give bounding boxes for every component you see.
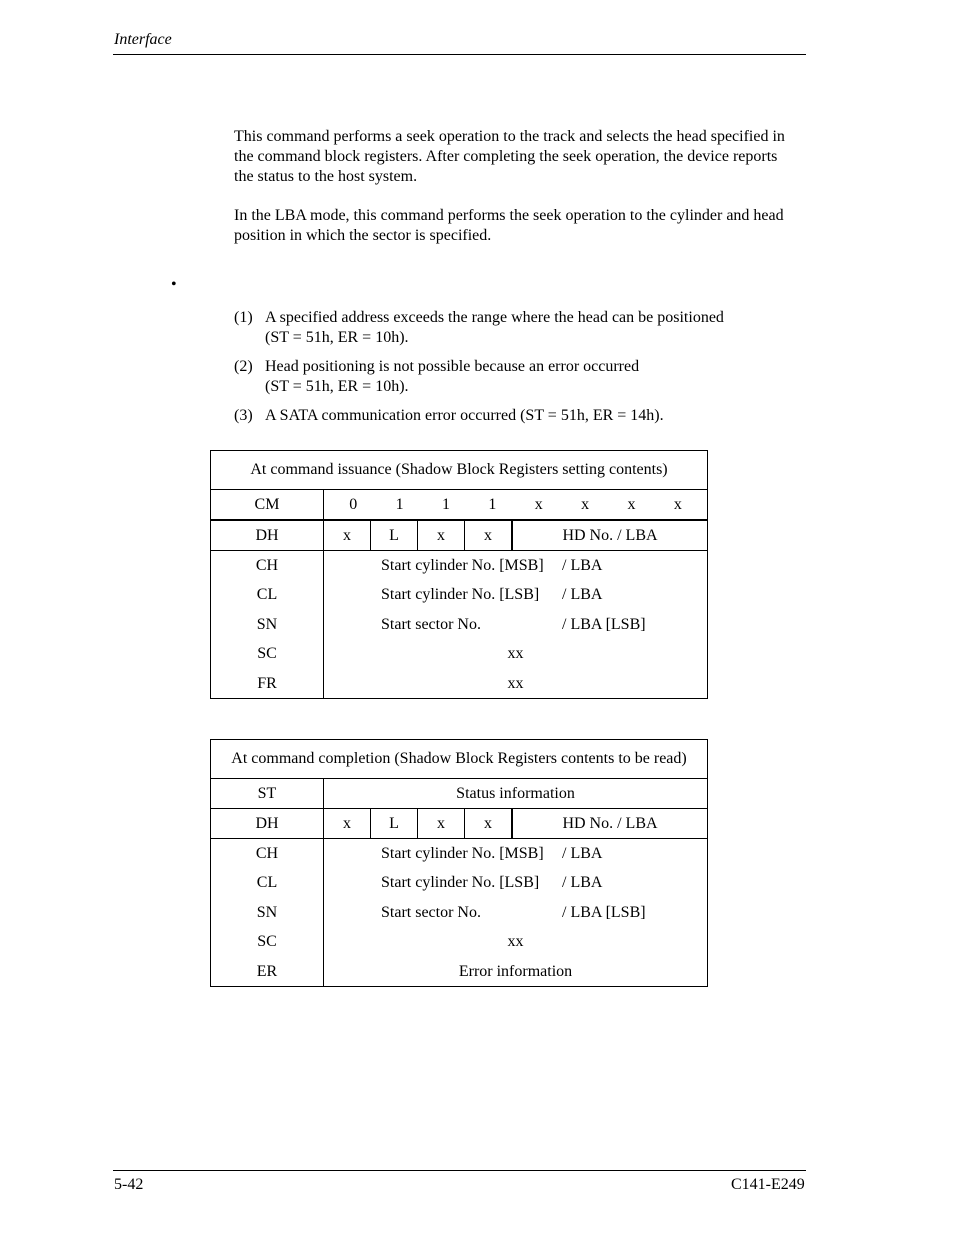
bit-value: L: [371, 809, 418, 838]
register-value-lba: / LBA [LSB]: [562, 903, 646, 921]
error-item-text: A specified address exceeds the range where the head can be positioned: [265, 309, 724, 326]
error-item-text: Head positioning is not possible because an error occurred: [265, 358, 640, 375]
table-title: At command completion (Shadow Block Registers contents to be read): [211, 740, 708, 779]
bit-value: x: [418, 521, 465, 550]
register-label-dh: DH: [211, 809, 324, 839]
register-label: CH: [255, 845, 279, 862]
bit-value: 1: [395, 495, 404, 513]
error-item-number: (1): [234, 309, 253, 326]
register-label-dh: DH: [211, 520, 324, 551]
error-item-text: (ST = 51h, ER = 10h).: [265, 329, 409, 346]
register-table-completion: [210, 739, 708, 987]
register-value-lba: / LBA: [562, 557, 603, 574]
error-item-text: A SATA communication error occurred (ST = 51h, ER = 14h).: [265, 407, 664, 424]
bit-value: x: [581, 495, 590, 513]
header-rule: [113, 54, 806, 55]
bit-value: x: [534, 495, 543, 513]
register-label: CH: [255, 557, 279, 574]
register-label: SC: [257, 933, 277, 951]
bit-value: 1: [488, 495, 497, 513]
register-values: [324, 839, 708, 987]
register-value: Start cylinder No. [MSB]: [381, 845, 544, 862]
bit-value: x: [465, 521, 513, 550]
register-label: SN: [256, 903, 278, 921]
register-value-row: [324, 868, 707, 897]
register-labels: [211, 839, 324, 987]
register-value-row: [324, 610, 707, 639]
footer-rule: [113, 1170, 806, 1171]
register-label: CL: [256, 874, 278, 892]
error-item-number: (2): [234, 358, 253, 375]
register-label: CL: [256, 586, 278, 604]
register-value-row: [324, 839, 707, 868]
bullet-marker: •: [171, 276, 177, 293]
register-table-issuance: [210, 450, 708, 699]
register-value: Start cylinder No. [LSB]: [381, 874, 540, 892]
register-value-row: [324, 580, 707, 609]
register-value-row: [324, 551, 707, 580]
register-value: Start cylinder No. [LSB]: [381, 586, 540, 604]
register-label: ER: [256, 962, 278, 980]
device-head-bits: [324, 521, 707, 550]
device-head-bits: [324, 809, 707, 838]
register-value-lba: / LBA: [562, 845, 603, 862]
description-paragraph-1: This command performs a seek operation to the track and selects the head specified in the command block registers. After completing the seek operation, the device reports the status to the host system.: [234, 128, 785, 185]
register-label: SC: [257, 645, 277, 663]
register-value-lba: / LBA: [562, 874, 603, 892]
register-value: Start sector No.: [381, 615, 481, 633]
register-label: SN: [256, 615, 278, 633]
register-label-st: ST: [211, 779, 324, 809]
register-value: xx: [507, 674, 524, 692]
bit-value: x: [418, 809, 465, 838]
register-value-lba: / LBA: [562, 586, 603, 604]
bit-value: L: [371, 521, 418, 550]
bit-value: x: [324, 809, 371, 838]
register-values: [324, 551, 708, 699]
register-value: Start sector No.: [381, 903, 481, 921]
document-id: C141-E249: [731, 1176, 805, 1193]
description-paragraph-2: In the LBA mode, this command performs the seek operation to the cylinder and head position in which the sector is specified.: [234, 207, 784, 244]
running-header: Interface: [114, 31, 172, 48]
table-title: At command issuance (Shadow Block Registers setting contents): [211, 451, 708, 490]
bit-value: 1: [441, 495, 450, 513]
bit-value: x: [465, 809, 513, 838]
register-value: Start cylinder No. [MSB]: [381, 557, 544, 574]
error-item-text: (ST = 51h, ER = 10h).: [265, 378, 409, 395]
register-value: xx: [507, 933, 524, 951]
register-labels: [211, 551, 324, 699]
bit-value: x: [627, 495, 636, 513]
status-information: Status information: [324, 779, 708, 809]
register-value-lba: / LBA [LSB]: [562, 615, 646, 633]
register-label-cm: CM: [211, 490, 324, 521]
page-number: 5-42: [114, 1176, 144, 1193]
bit-value: x: [324, 521, 371, 550]
head-number-field: HD No. / LBA: [562, 527, 658, 544]
error-item-number: (3): [234, 407, 253, 424]
register-value: xx: [507, 645, 524, 663]
register-value-row: [324, 898, 707, 927]
bit-value: x: [673, 495, 682, 513]
register-value: Error information: [458, 962, 573, 980]
head-number-field: HD No. / LBA: [562, 815, 658, 832]
register-label: FR: [257, 674, 277, 692]
command-code-bits: [324, 496, 707, 514]
bit-value: 0: [349, 495, 358, 513]
